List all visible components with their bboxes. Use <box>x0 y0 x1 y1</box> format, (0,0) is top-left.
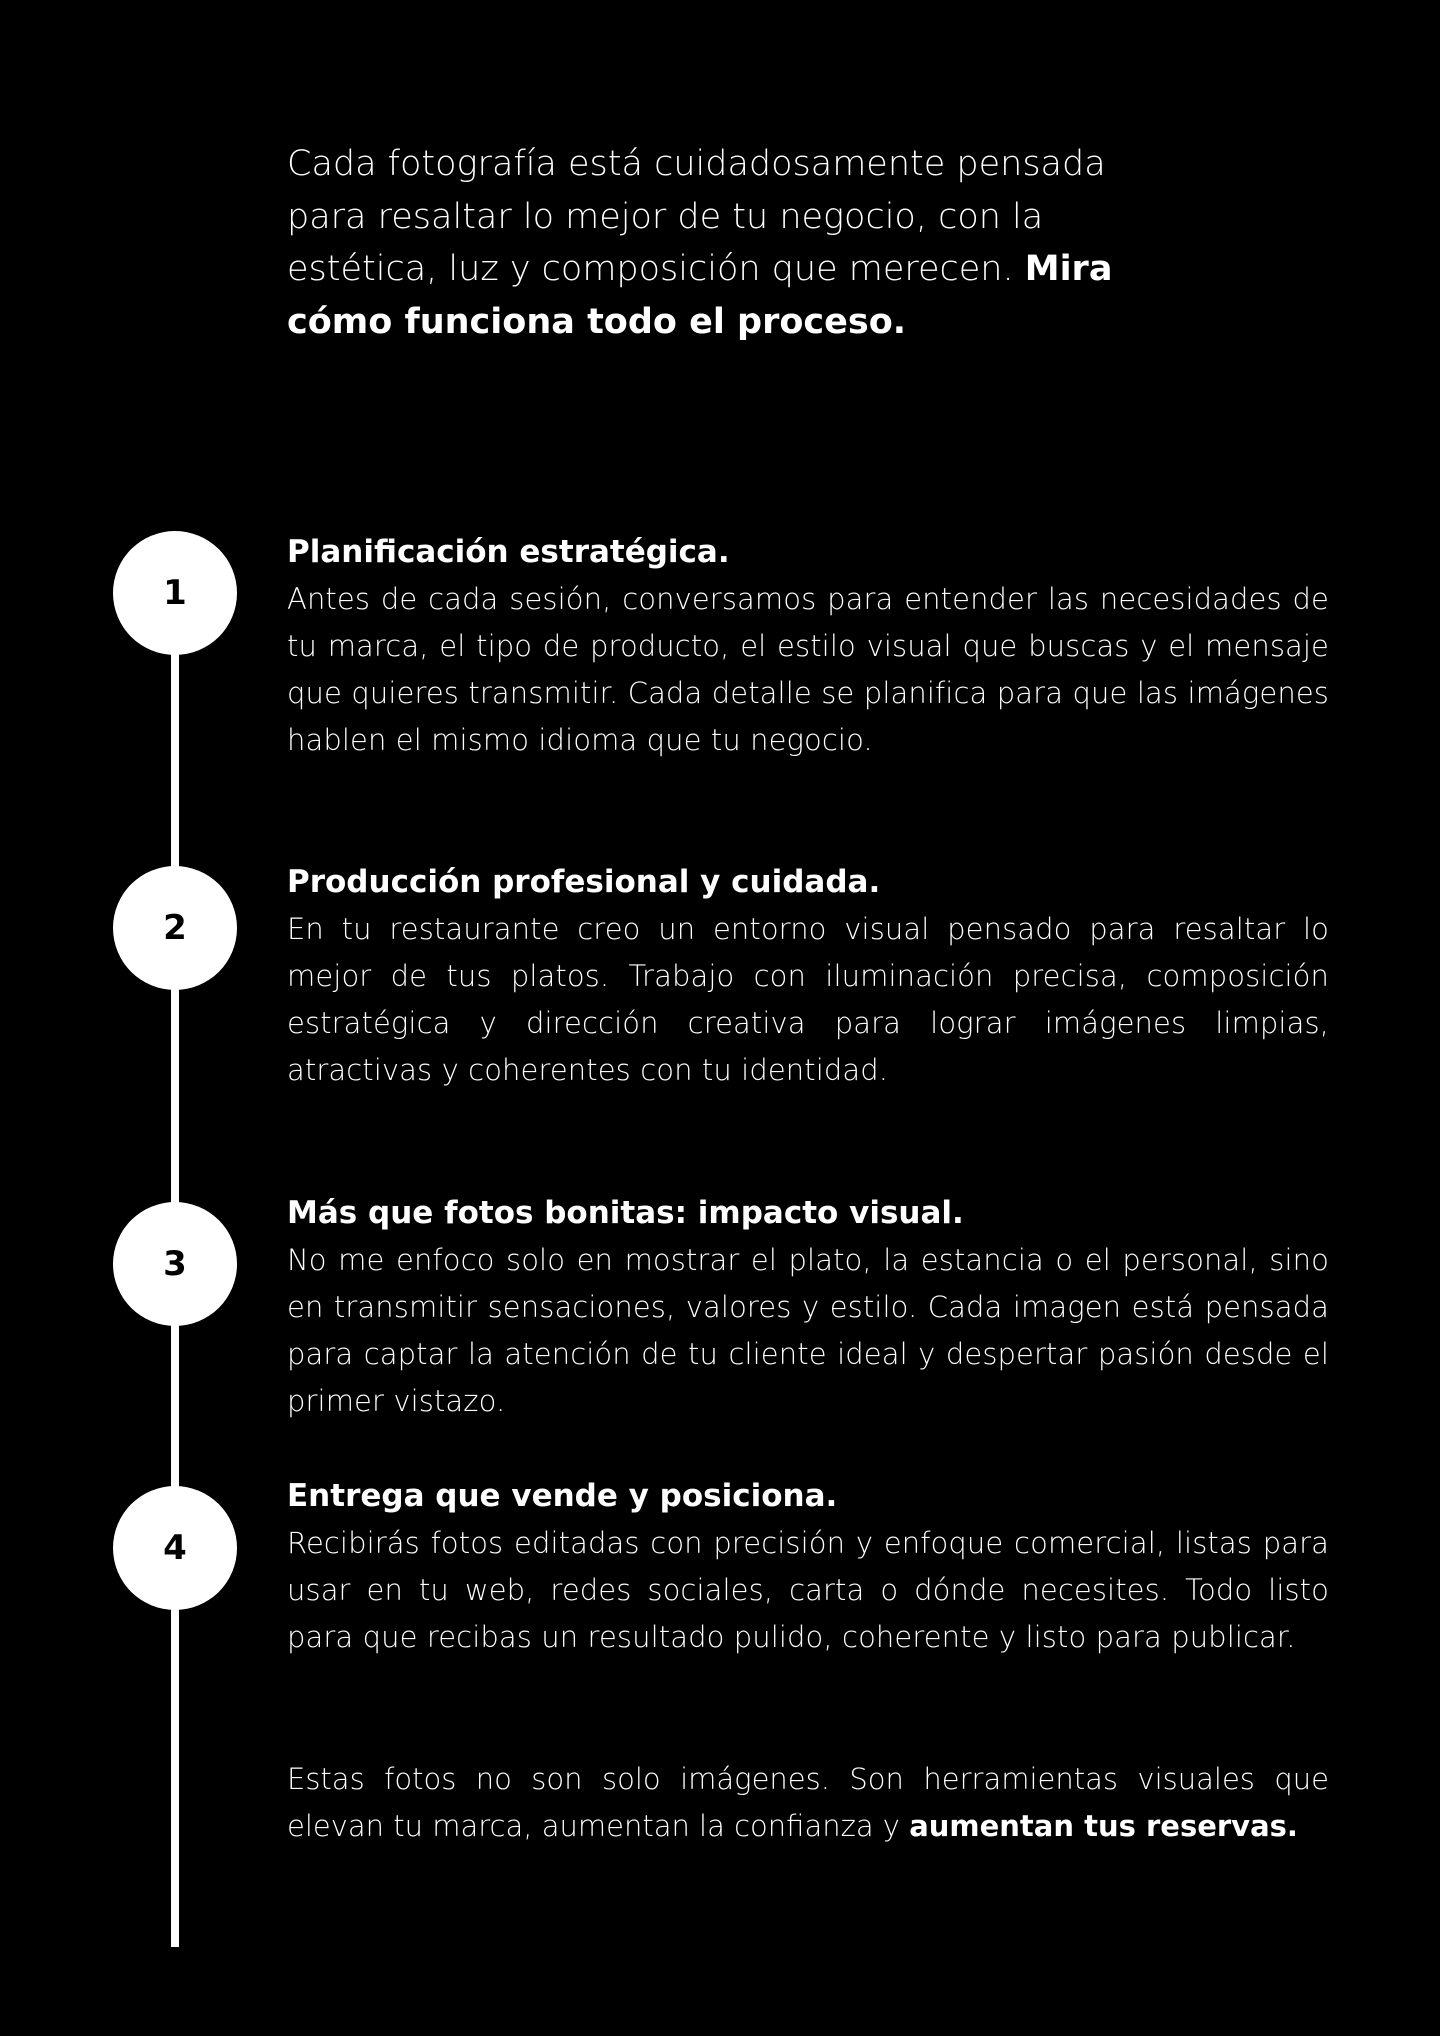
step-2 <box>287 859 1329 1094</box>
step-2-circle <box>113 866 237 990</box>
step-3-body: No me enfoco solo en mostrar el plato, la estancia o el personal, sino en transmitir sensaciones, valores y estilo. Cada imagen está pensada para captar la atención de tu cliente ideal y despertar pasión desde el primer vistazo. <box>287 1243 1329 1418</box>
step-1-body: Antes de cada sesión, conversamos para entender las necesidades de tu marca, el tipo de producto, el estilo visual que buscas y el mensaje que quieres transmitir. Cada detalle se planifica para que las imágenes hablen el mismo idioma que tu negocio. <box>287 582 1329 757</box>
step-4-circle <box>113 1486 237 1610</box>
closing-paragraph <box>287 1756 1329 1850</box>
step-1-circle <box>113 531 237 655</box>
step-3-title: Más que fotos bonitas: impacto visual. <box>287 1195 964 1231</box>
step-2-title: Producción profesional y cuidada. <box>287 864 881 900</box>
step-3-number: 3 <box>163 1244 187 1284</box>
step-4-title: Entrega que vende y posiciona. <box>287 1478 838 1514</box>
intro-text: Cada fotografía está cuidadosamente pensada para resaltar lo mejor de tu negocio, con la estética, luz y composición que merecen. <box>287 144 1106 289</box>
step-1-number: 1 <box>163 573 187 613</box>
step-4-body: Recibirás fotos editadas con precisión y enfoque comercial, listas para usar en tu web, redes sociales, carta o dónde necesites. Todo listo para que recibas un resultado pulido, coherente y listo para publicar. <box>287 1526 1329 1654</box>
step-2-number: 2 <box>163 908 187 948</box>
intro-bold-text: Mira cómo funciona todo el proceso. <box>287 249 1113 342</box>
step-2-body: En tu restaurante creo un entorno visual pensado para resaltar lo mejor de tus platos. Trabajo con iluminación precisa, composición estratégica y dirección creativa para lograr imágenes limpias, atractivas y coherentes con tu identidad. <box>287 912 1329 1087</box>
step-1-title: Planificación estratégica. <box>287 534 730 570</box>
intro-paragraph <box>287 138 1167 348</box>
closing-text: Estas fotos no son solo imágenes. Son herramientas visuales que elevan tu marca, aumentan la confianza y <box>287 1762 1329 1843</box>
closing-bold-text: aumentan tus reservas. <box>909 1809 1298 1843</box>
step-4 <box>287 1473 1329 1661</box>
step-1 <box>287 529 1329 764</box>
step-3-circle <box>113 1202 237 1326</box>
step-4-number: 4 <box>163 1528 187 1568</box>
step-3 <box>287 1190 1329 1425</box>
